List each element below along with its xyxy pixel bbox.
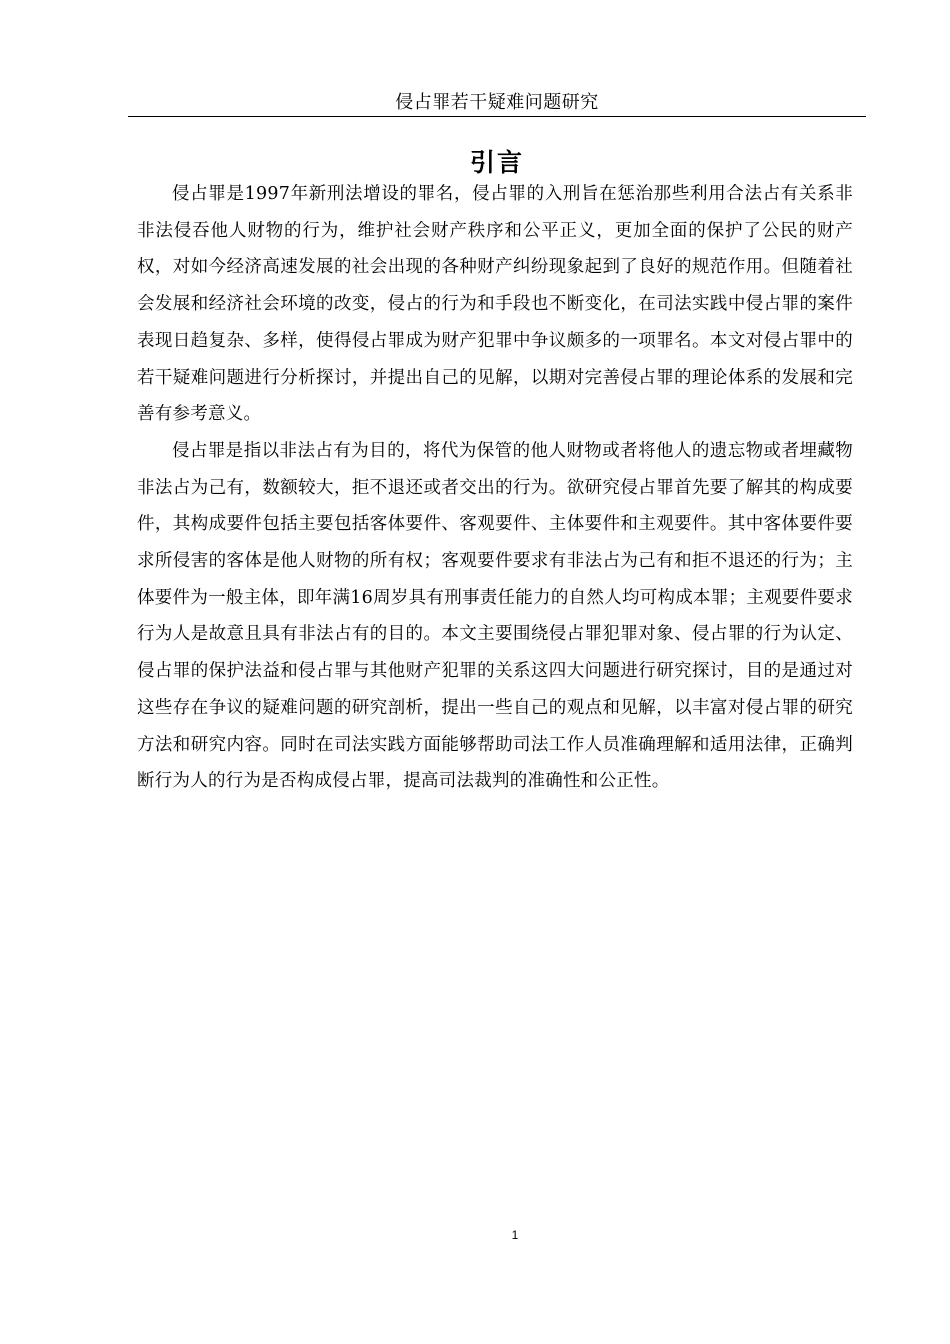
section-title: 引言 [469, 148, 524, 177]
page-number: 1 [511, 1228, 519, 1242]
paragraph-2: 侵占罪是指以非法占有为目的，将代为保管的他人财物或者将他人的遗忘物或者埋藏物非法占为己有，数额较大，拒不退还或者交出的行为。欲研究侵占罪首先要了解其的构成要件，其构成要件包括主要包括客体要件、客观要件、主体要件和主观要件。其中客体要件要求所侵害的客体是他人财物的所有权；客观要件要求有非法占为己有和拒不退还的行为；主体要件为一般主体，即年满16周岁具有刑事责任能力的自然人均可构成本罪；主观要件要求行为人是故意且具有非法占有的目的。本文主要围绕侵占罪犯罪对象、侵占罪的行为认定、侵占罪的保护法益和侵占罪与其他财产犯罪的关系这四大问题进行研究探讨，目的是通过对这些存在争议的疑难问题的研究剖析，提出一些自己的观点和见解，以丰富对侵占罪的研究方法和研究内容。同时在司法实践方面能够帮助司法工作人员准确理解和适用法律，正确判断行为人的行为是否构成侵占罪，提高司法裁判的准确性和公正性。 [137, 440, 853, 792]
header-divider [128, 116, 866, 117]
paragraph-1: 侵占罪是1997年新刑法增设的罪名，侵占罪的入刑旨在惩治那些利用合法占有关系非非法侵吞他人财物的行为，维护社会财产秩序和公平正义，更加全面的保护了公民的财产权，对如今经济高速发展的社会出现的各种财产纠纷现象起到了良好的规范作用。但随着社会发展和经济社会环境的改变，侵占的行为和手段也不断变化，在司法实践中侵占罪的案件表现日趋复杂、多样，使得侵占罪成为财产犯罪中争议颇多的一项罪名。本文对侵占罪中的若干疑难问题进行分析探讨，并提出自己的见解，以期对完善侵占罪的理论体系的发展和完善有参考意义。 [137, 184, 853, 425]
body-text [137, 176, 853, 800]
running-header: 侵占罪若干疑难问题研究 [395, 92, 599, 113]
